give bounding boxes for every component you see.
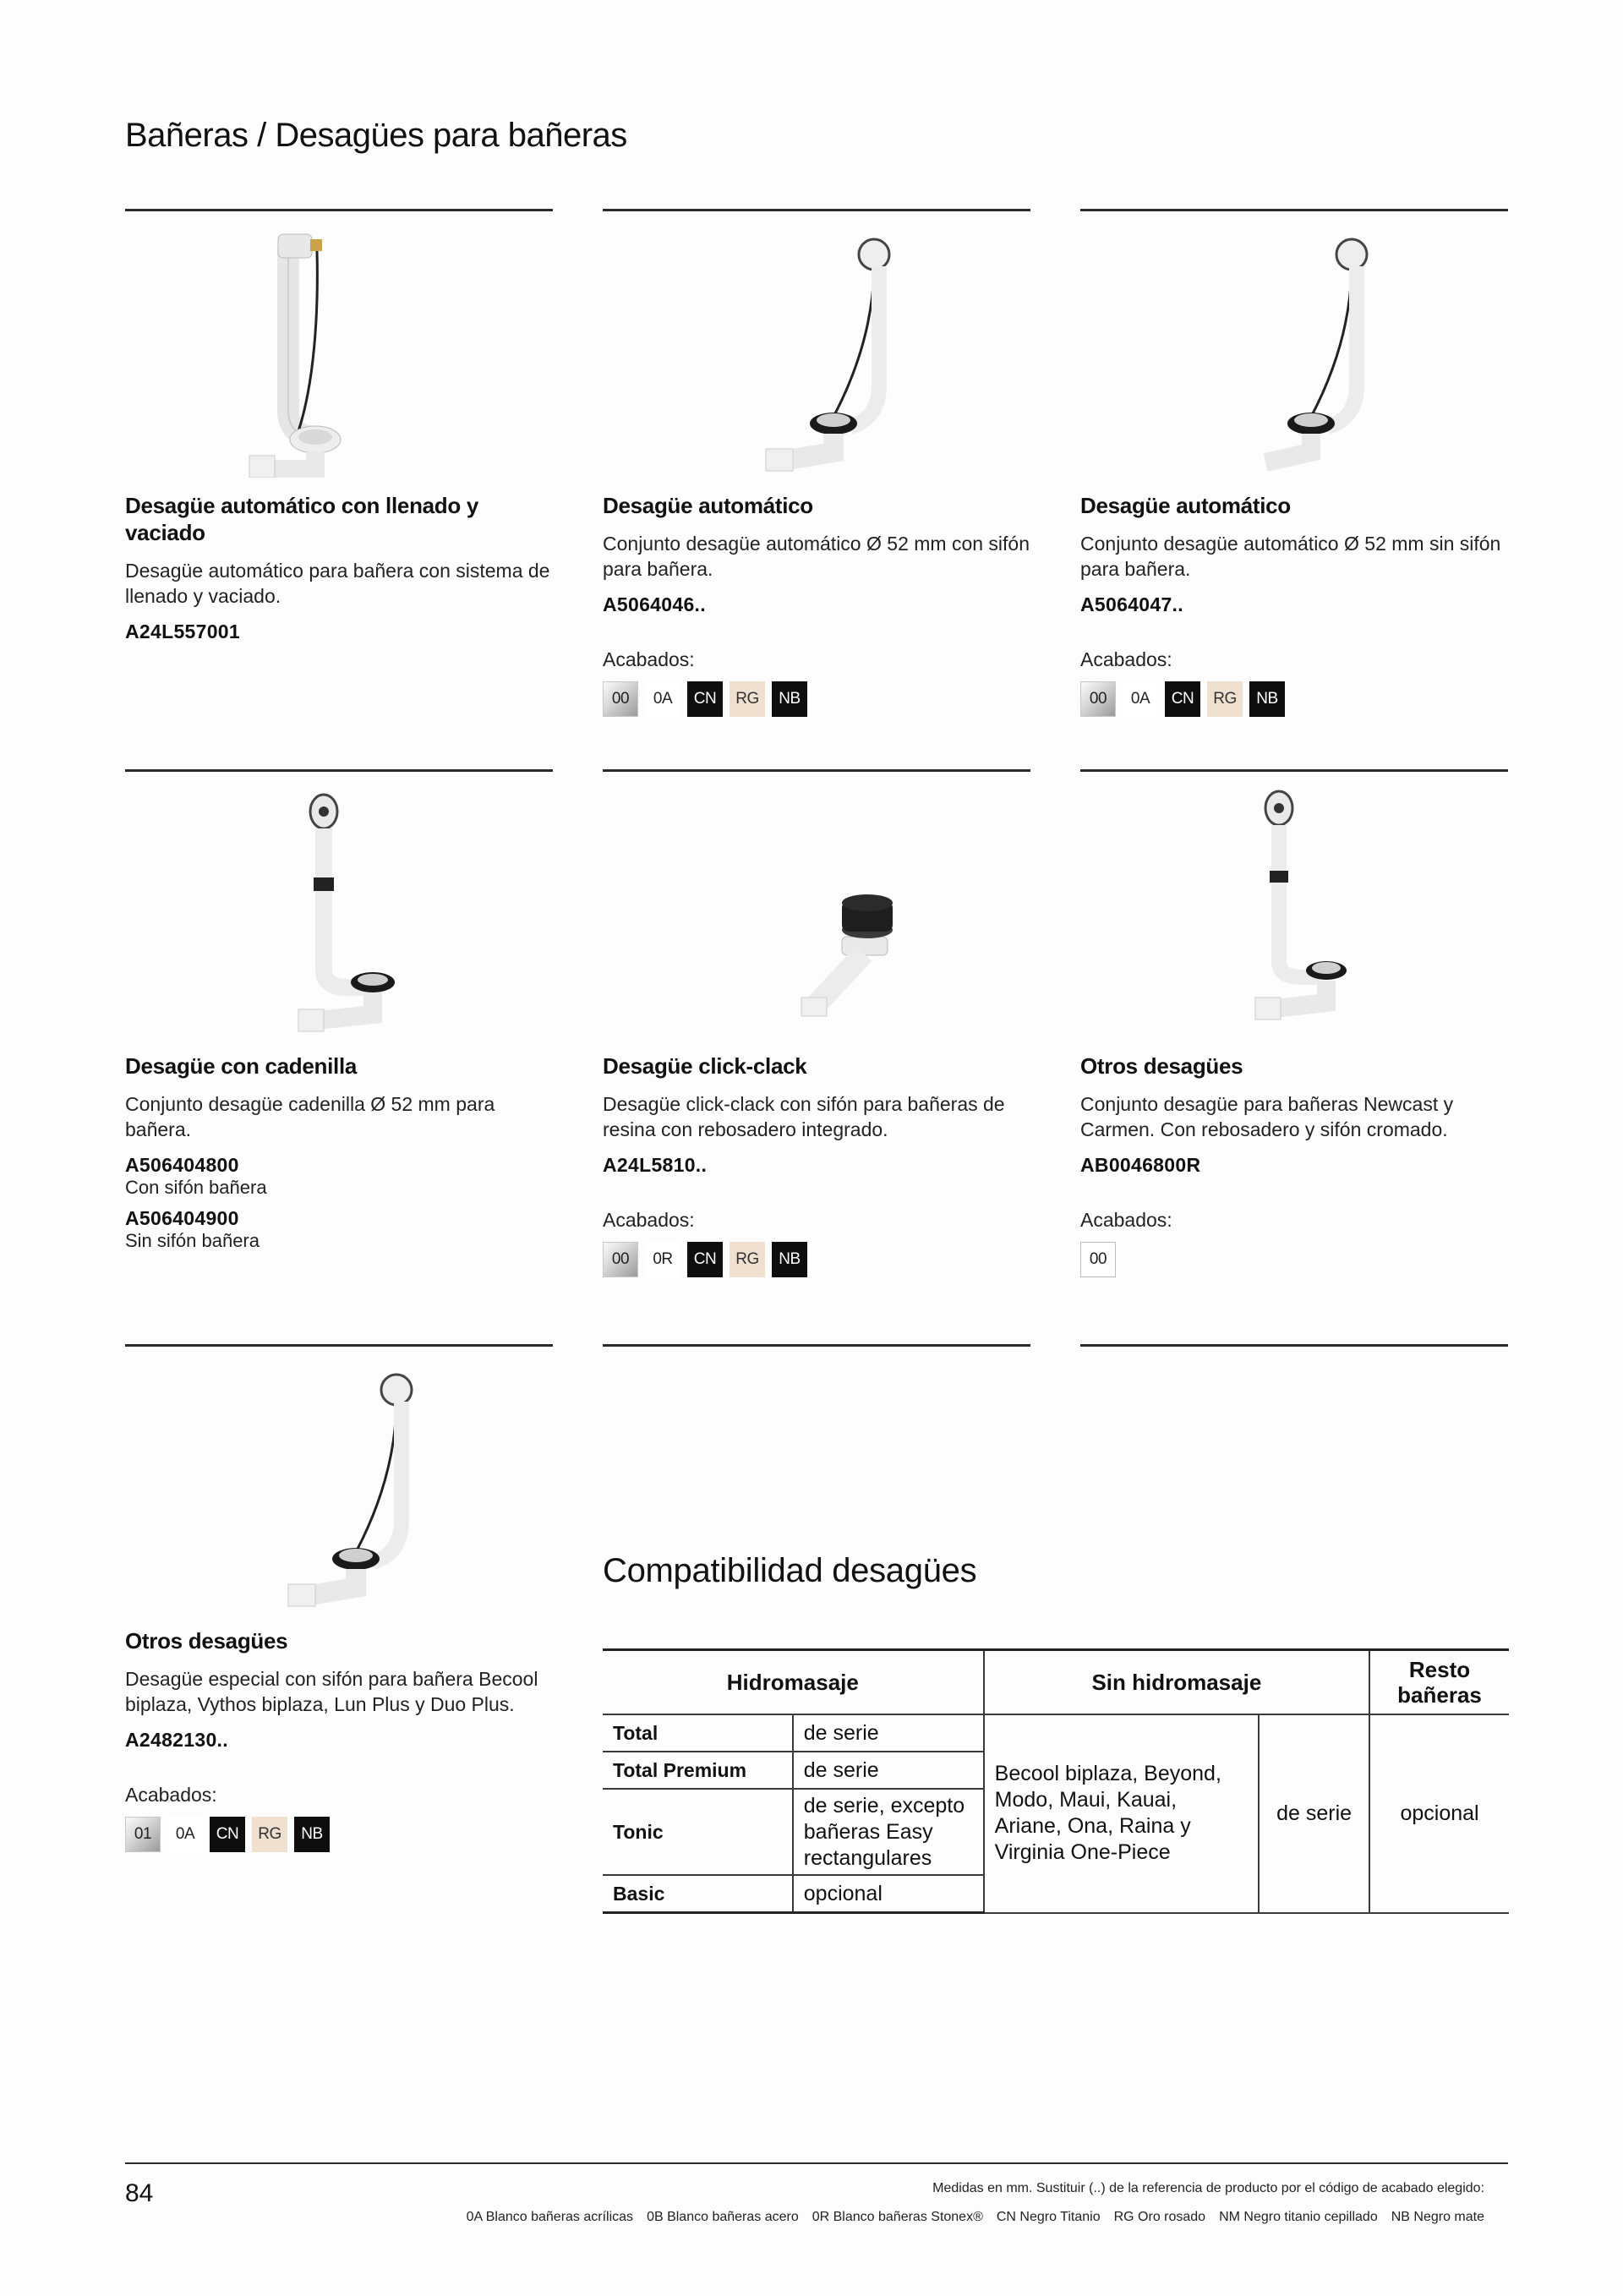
section-rule [603,1344,1030,1347]
finish-swatch-white: 0A [1123,681,1158,717]
finish-swatch-rose-gold: RG [252,1817,287,1852]
product-image [125,1347,553,1617]
finish-swatch-titanium: CN [210,1817,245,1852]
row-value: opcional [793,1875,984,1913]
finish-swatch-white: 0R [645,1242,680,1277]
empty-slot [1080,1344,1508,1347]
row-value: de serie [793,1714,984,1752]
header-resto: Resto bañeras [1369,1650,1509,1715]
product-card-automatico-sin-sifon [1080,209,1508,717]
row-label: Basic [603,1875,793,1913]
finish-swatch-chrome: 01 [125,1817,161,1852]
product-name: Desagüe con cadenilla [125,1053,358,1079]
finish-swatch-chrome: 00 [603,681,638,717]
product-code: A2482130.. [125,1729,228,1751]
finish-swatch-matte-black: NB [772,681,807,717]
legend-item: 0A Blanco bañeras acrílicas [466,2210,634,2224]
product-card-cadenilla [125,769,553,1252]
finish-swatches [603,681,1030,717]
product-code: A5064047.. [1080,593,1183,615]
product-code-note: Con sifón bañera [125,1177,267,1198]
product-code-note: Sin sifón bañera [125,1230,260,1251]
finish-legend [467,2210,1484,2225]
product-name: Desagüe click-clack [603,1053,807,1079]
empty-slot [603,1344,1030,1347]
legend-item: RG Oro rosado [1113,2210,1206,2224]
header-sin-hidromasaje: Sin hidromasaje [984,1650,1369,1715]
product-name: Desagüe automático con llenado y vaciado [125,493,479,545]
product-code: A506404800 [125,1154,239,1176]
legend-item: CN Negro Titanio [996,2210,1101,2224]
product-name: Desagüe automático [1080,493,1291,518]
product-description: Conjunto desagüe automático Ø 52 mm sin sifón para bañera. [1080,533,1501,580]
finishes-label: Acabados: [125,1784,217,1806]
finish-swatch-rose-gold: RG [730,1242,765,1277]
footer-rule [125,2162,1508,2164]
product-image [125,772,553,1042]
product-card-automatico-con-sifon [603,209,1030,717]
product-image [1080,772,1508,1042]
product-name: Desagüe automático [603,493,813,518]
compat-title: Compatibilidad desagües [603,1552,977,1589]
finish-swatch-white: 0A [645,681,680,717]
section-rule [1080,1344,1508,1347]
product-code: A506404900 [125,1207,239,1229]
finish-swatch-chrome: 00 [1080,1242,1116,1277]
finishes-label: Acabados: [1080,648,1172,670]
row-value: de serie [793,1752,984,1789]
finish-swatch-titanium: CN [687,681,723,717]
finish-swatch-chrome: 00 [1080,681,1116,717]
product-code-list [125,1154,553,1252]
product-name: Otros desagües [125,1628,288,1654]
product-code: A24L5810.. [603,1154,708,1176]
finish-swatches [603,1242,1030,1277]
row-value: de serie, excepto bañeras Easy rectangulares [793,1789,984,1875]
page-title: Bañeras / Desagües para bañeras [125,117,627,154]
finish-swatch-chrome: 00 [603,1242,638,1277]
finish-swatch-titanium: CN [687,1242,723,1277]
finish-swatches [125,1817,553,1852]
sin-models: Becool biplaza, Beyond, Modo, Maui, Kauai, Ariane, Ona, Raina y Virginia One-Piece [984,1714,1260,1913]
finish-swatch-matte-black: NB [772,1242,807,1277]
product-code: A24L557001 [125,620,240,642]
legend-item: 0B Blanco bañeras acero [647,2210,799,2224]
product-image [125,211,553,482]
finish-swatches [1080,681,1508,717]
row-label: Total Premium [603,1752,793,1789]
footnote: Medidas en mm. Sustituir (..) de la referencia de producto por el código de acabado elegido: [932,2181,1484,2195]
product-description: Desagüe especial con sifón para bañera Becool biplaza, Vythos biplaza, Lun Plus y Duo Plus. [125,1668,538,1715]
product-description: Desagüe click-clack con sifón para bañeras de resina con rebosadero integrado. [603,1093,1005,1140]
product-card-llenado [125,209,553,643]
legend-item: 0R Blanco bañeras Stonex® [812,2210,983,2224]
product-card-click-clack [603,769,1030,1277]
product-card-otros-newcast [1080,769,1508,1277]
header-hidromasaje: Hidromasaje [603,1650,984,1715]
product-description: Conjunto desagüe automático Ø 52 mm con sifón para bañera. [603,533,1030,580]
row-label: Total [603,1714,793,1752]
product-image [603,211,1030,482]
legend-item: NB Negro mate [1391,2210,1484,2224]
sin-value: de serie [1259,1714,1369,1913]
page-number: 84 [125,2179,154,2207]
product-description: Conjunto desagüe cadenilla Ø 52 mm para bañera. [125,1093,495,1140]
finish-swatch-matte-black: NB [1249,681,1285,717]
product-card-otros-becool [125,1344,553,1852]
finishes-label: Acabados: [603,1209,695,1231]
product-image [603,772,1030,1042]
compat-table [603,1648,1509,1914]
finishes-label: Acabados: [1080,1209,1172,1231]
finishes-label: Acabados: [603,648,695,670]
resto-value: opcional [1369,1714,1509,1913]
finish-swatch-white: 0A [167,1817,203,1852]
finish-swatch-matte-black: NB [294,1817,330,1852]
product-code: A5064046.. [603,593,706,615]
product-name: Otros desagües [1080,1053,1243,1079]
finish-swatch-rose-gold: RG [730,681,765,717]
legend-item: NM Negro titanio cepillado [1219,2210,1378,2224]
product-description: Desagüe automático para bañera con sistema de llenado y vaciado. [125,560,550,607]
row-label: Tonic [603,1789,793,1875]
finish-swatch-titanium: CN [1165,681,1200,717]
product-image [1080,211,1508,482]
finish-swatches [1080,1242,1508,1277]
product-description: Conjunto desagüe para bañeras Newcast y Carmen. Con rebosadero y sifón cromado. [1080,1093,1454,1140]
product-code: AB0046800R [1080,1154,1201,1176]
finish-swatch-rose-gold: RG [1207,681,1243,717]
